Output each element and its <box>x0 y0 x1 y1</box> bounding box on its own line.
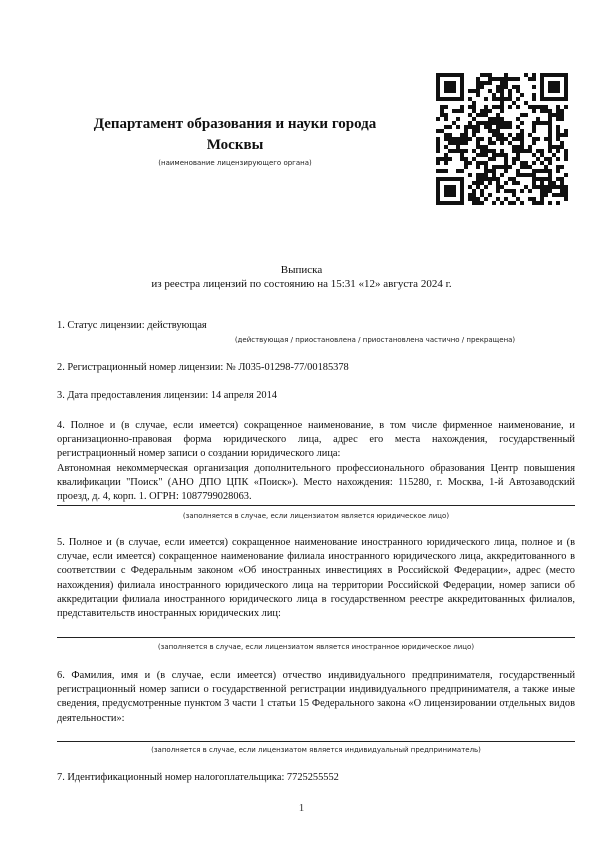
license-reg-number: 2. Регистрационный номер лицензии: № Л035-01298-77/00185378 <box>57 362 349 373</box>
org-name-value: Автономная некоммерческая организация дополнительного профессионального образования Центр повышения квалификации "Поиск" (АНО ДПО ЦПК «Поиск»). Место нахождения: 115280, г. Москва, 1-й Автозаводский проезд, д. 4, корп. 1. ОГРН: 1087799028063. <box>57 463 575 503</box>
extract-subtitle: из реестра лицензий по состоянию на 15:31 «12» августа 2024 г. <box>151 278 452 290</box>
licensing-authority-line2: Москвы <box>206 137 264 153</box>
license-status: 1. Статус лицензии: действующая <box>57 320 207 331</box>
individual-divider <box>57 741 575 742</box>
foreign-branch-note: (заполняется в случае, если лицензиатом является иностранное юридическое лицо) <box>157 643 475 651</box>
page-number: 1 <box>298 802 305 814</box>
licensing-authority-line1: Департамент образования и науки города <box>93 116 377 132</box>
foreign-branch-heading: 5. Полное и (в случае, если имеется) сокращенное наименование иностранного юридического лица, полное и (в случае, если имеется) сокращенное наименование филиала иностранного юридического лица, аккредитованного в соответствии с Федеральным законом «Об иностранных инвестициях в Российской Федерации», адрес (место нахождения) филиала иностранного юридического лица на территории Российской Федерации, номер записи об аккредитации филиала иностранного юридического лица в государственном реестре аккредитованных филиалов, представительств иностранных юридических лиц: <box>57 537 575 620</box>
qr-code-icon <box>436 73 568 205</box>
org-name-note: (заполняется в случае, если лицензиатом является юридическое лицо) <box>182 512 450 520</box>
license-issue-date: 3. Дата предоставления лицензии: 14 апреля 2014 <box>57 390 277 401</box>
taxpayer-id: 7. Идентификационный номер налогоплательщика: 7725255552 <box>57 772 339 783</box>
individual-heading: 6. Фамилия, имя и (в случае, если имеется) отчество индивидуального предпринимателя, государственный регистрационный номер записи о государственной регистрации индивидуального предпринимателя, а также иные сведения, предусмотренные пунктом 3 части 1 статьи 15 Федерального закона «О лицензировании отдельных видов деятельности»: <box>57 670 575 724</box>
licensing-authority <box>60 114 410 156</box>
foreign-branch-divider <box>57 637 575 638</box>
individual-note: (заполняется в случае, если лицензиатом является индивидуальный предприниматель) <box>151 746 481 754</box>
org-name-divider <box>57 505 575 506</box>
extract-title: Выписка <box>280 264 323 276</box>
org-name-heading: 4. Полное и (в случае, если имеется) сокращенное наименование, в том числе фирменное наименование, и организационно-правовая форма юридического лица, адрес его места нахождения, государственный регистрационный номер записи о создании юридического лица: <box>57 420 575 460</box>
licensing-authority-note: (наименование лицензирующего органа) <box>158 159 312 167</box>
license-status-note: (действующая / приостановлена / приостановлена частично / прекращена) <box>234 336 516 344</box>
